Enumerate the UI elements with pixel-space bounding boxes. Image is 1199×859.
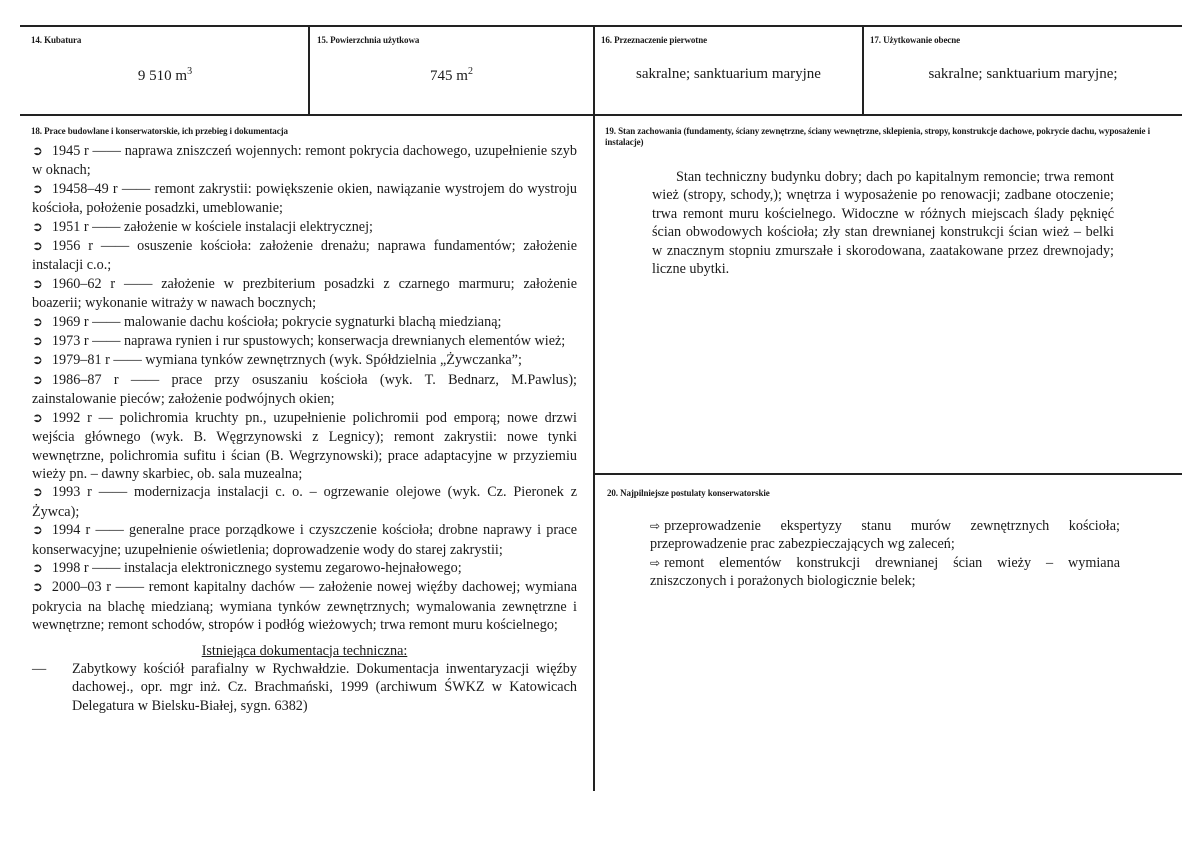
field15-number: 745 m: [430, 68, 468, 84]
section20-label: 20. Najpilniejsze postulaty konserwatorskie: [607, 488, 770, 498]
arrow-icon: ➲: [32, 144, 43, 159]
outline-arrow-icon: ⇨: [650, 519, 661, 533]
list-item: ⇨ przeprowadzenie ekspertyzy stanu murów zewnętrznych kościoła; przeprowadzenie prac zabezpieczających wg zaleceń;: [650, 518, 1120, 553]
list-item: ➲ 1969 r —— malowanie dachu kościoła; pokrycie sygnaturki blachą miedzianą;: [32, 313, 502, 330]
documentation-text: Zabytkowy kościół parafialny w Rychwałdzie. Dokumentacja inwentaryzacji więźby dachowej., opr. mgr inż. Cz. Brachmański, 1999 (archiwum ŚWKZ w Katowicach Delegatura w Bielsku-Białej, sygn. 6382): [72, 660, 577, 714]
section18-label: 18. Prace budowlane i konserwatorskie, ich przebieg i dokumentacja: [31, 126, 288, 136]
list-item: ➲ 1979–81 r —— wymiana tynków zewnętrznych (wyk. Spółdzielnia „Żywczanka”;: [32, 352, 522, 369]
list-item: ➲ 1956 r —— osuszenie kościoła: założenie drenażu; naprawa fundamentów; założenie instalacji c.o.;: [32, 238, 577, 274]
arrow-icon: ➲: [32, 523, 43, 539]
section19-text: Stan techniczny budynku dobry; dach po kapitalnym remoncie; trwa remont wież (stropy, schody,); wnętrza i wyposażenie po renowacji; zadbane otoczenie; trwa remont muru kościelnego. Widoczne w różnych miejscach ślady pęknięć ścian obwodowych kościoła; zły stan drewnianej konstrukcji ścian wież – belki w znacznym stopniu zmurszałe i skorodowana, zaatakowane przez drewnojady; liczne ubytki.: [652, 169, 1114, 278]
field15-label: 15. Powierzchnia użytkowa: [317, 35, 420, 45]
documentation-entry: [32, 660, 577, 715]
section19-label: 19. Stan zachowania (fundamenty, ściany zewnętrzne, ściany wewnętrzne, sklepienia, stropy, konstrukcje dachowe, pokrycie dachu, wyposażenie i instalacje): [605, 126, 1150, 147]
field15-value: [310, 66, 593, 85]
arrow-icon: ➲: [32, 276, 43, 292]
field14-label: 14. Kubatura: [31, 35, 82, 45]
arrow-icon: ➲: [32, 410, 43, 426]
list-item: ➲ 1973 r —— naprawa rynien i rur spustowych; konserwacja drewnianych elementów wież;: [32, 333, 566, 350]
dash-marker: —: [32, 660, 47, 677]
arrow-icon: ➲: [32, 353, 43, 369]
top-border: [20, 25, 1182, 27]
col-divider-2: [593, 25, 595, 791]
field14-value: [22, 66, 308, 85]
section19-20-divider: [594, 473, 1182, 475]
outline-arrow-icon: ⇨: [650, 555, 661, 570]
row-divider: [20, 114, 1182, 116]
list-item: ➲ 1951 r —— założenie w kościele instalacji elektrycznej;: [32, 218, 373, 235]
arrow-icon: ➲: [32, 372, 43, 388]
list-item: ➲ 1986–87 r —— prace przy osuszaniu kościoła (wyk. T. Bednarz, M.Pawlus); zainstalowanie pieców; założenie podwójnych okien;: [32, 371, 577, 408]
list-item: ➲ 1945 r —— naprawa zniszczeń wojennych: remont pokrycia dachowego, uzupełnienie szyb w oknach;: [32, 143, 577, 179]
list-item: ➲ 1993 r —— modernizacja instalacji c. o. – ogrzewanie olejowe (wyk. Cz. Pieronek z Żywca);: [32, 484, 577, 520]
field14-exp: 3: [187, 66, 193, 77]
field14-number: 9 510 m: [137, 68, 188, 84]
list-item: ⇨ remont elementów konstrukcji drewnianej ścian wieży – wymiana zniszczonych i porażonych biologicznie belek;: [650, 554, 1120, 590]
field17-value: sakralne; sanktuarium maryjne;: [928, 66, 1118, 82]
arrow-icon: ➲: [32, 314, 43, 330]
documentation-heading: Istniejąca dokumentacja techniczna:: [201, 642, 408, 659]
arrow-icon: ➲: [32, 239, 43, 255]
arrow-icon: ➲: [32, 560, 43, 576]
section20-postulates: [650, 517, 1120, 591]
list-item: ➲ 2000–03 r —— remont kapitalny dachów — założenie nowej więźby dachowej; wymiana pokrycia na blachę miedzianą; wymiana tynków zewnętrznych; wymalowania zewnętrzne i wewnętrzne; remont schodów, stropów i podłóg wieżowych; trwa remont muru kościelnego;: [32, 579, 577, 634]
arrow-icon: ➲: [32, 181, 43, 197]
arrow-icon: ➲: [32, 334, 43, 350]
list-item: ➲ 1994 r —— generalne prace porządkowe i czyszczenie kościoła; drobne naprawy i prace konserwacyjne; uzupełnienie oświetlenia; doprowadzenie wody do starej zakrystii;: [32, 522, 577, 558]
list-item: ➲ 1960–62 r —— założenie w prezbiterium posadzki z czarnego marmuru; założenie boazerii; wykonanie witraży w nawach bocznych;: [32, 275, 577, 312]
list-item: ➲ 1998 r —— instalacja elektronicznego systemu zegarowo-hejnałowego;: [32, 559, 462, 576]
section18-entries: [32, 142, 577, 715]
list-item: ➲ 1992 r — polichromia kruchty pn., uzupełnienie polichromii pod emporą; nowe drzwi wejścia głównego (wyk. B. Węgrzynowski z Legnicy); remont zakrystii: nowe tynki wewnętrzne, polichromia sufitu i ścian (B. Wegrzynowski); prace adaptacyjne w przyziemiu wieży pn. – dawny skarbiec, ob. sala muzealna;: [32, 409, 577, 482]
arrow-icon: ➲: [32, 219, 43, 235]
arrow-icon: ➲: [32, 580, 43, 596]
arrow-icon: ➲: [32, 485, 43, 501]
list-item: ➲ 19458–49 r —— remont zakrystii: powiększenie okien, nawiązanie wystrojem do wystroju kościoła, położenie posadzki, umeblowanie;: [32, 180, 577, 217]
field16-label: 16. Przeznaczenie pierwotne: [601, 35, 708, 45]
field16-value: sakralne; sanktuarium maryjne: [636, 66, 821, 82]
field17-label: 17. Użytkowanie obecne: [870, 35, 961, 45]
field15-exp: 2: [467, 66, 473, 77]
